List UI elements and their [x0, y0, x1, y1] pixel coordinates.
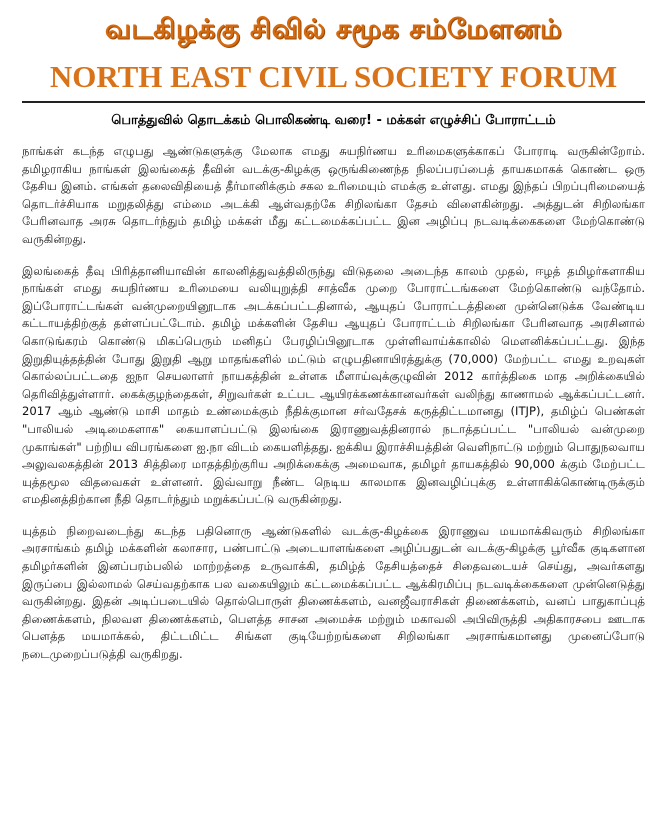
- document-body: [22, 143, 645, 664]
- paragraph: யுத்தம் நிறைவடைந்து கடந்த பதினொரு ஆண்டுகளில் வடக்கு-கிழக்கை இராணுவ மயமாக்கிவரும் சிறிலங்கா அரசாங்கம் தமிழ் மக்களின் கலாசார, பண்பாட்டு அடையாளங்களை அழிப்பதுடன் வடக்கு-கிழக்கு பூர்வீக குடிகளான தமிழர்களின் இனப்பரம்பலில் மாற்றத்தை உருவாக்கி, தமிழ்த் தேசியத்தைச் சிதைவடையச் செய்து, அவர்களது இருப்பை இல்லாமல் செய்வதற்காக பல வகையிலும் கட்டமைக்கப்பட்ட ஆக்கிரமிப்பு நடவடிக்கைகளை முன்னெடுத்து வருகின்றது. இதன் அடிப்படையில் தொல்பொருள் திணைக்களம், வனஜீவராசிகள் திணைக்களம், வனப் பாதுகாப்புத் திணைக்களம், நிலவள திணைக்களம், பௌத்த சாசன அமைச்சு மற்றும் மகாவலி அபிவிருத்தி அதிகாரசபை ஊடாக பௌத்த மயமாக்கல், திட்டமிட்ட சிங்கள குடியேற்றங்களை சிறிலங்கா அரசாங்கமானது முனைப்போடு நடைமுறைப்படுத்தி வருகிறது.: [22, 523, 645, 662]
- paragraph: நாங்கள் கடந்த எழுபது ஆண்டுகளுக்கு மேலாக எமது சுயநிர்ணய உரிமைகளுக்காகப் போராடி வருகின்றோம். தமிழராகிய நாங்கள் இலங்கைத் தீவின் வடக்கு-கிழக்கு ஒருங்கிணைந்த நிலப்பரப்பைத் தாயகமாகக் கொண்ட ஒரு தேசிய இனம். எங்கள் தலைவிதியைத் தீர்மானிக்கும் சகல உரிமையும் எமக்கு உள்ளது. எமது இந்தப் பிறப்புரிமையைத் தொடர்ச்சியாக மறுதலித்து எம்மை அடக்கி ஆள்வதற்கே சிறிலங்கா தேசம் விளைகின்றது. அத்துடன் சிறிலங்கா பேரினவாத அரசு தொடர்ந்தும் தமிழ் மக்கள் மீது கட்டமைக்கப்பட்ட இன அழிப்பு நடவடிக்கைகளை மேற்கொண்டு வருகின்றது.: [22, 144, 645, 246]
- english-forum-title: NORTH EAST CIVIL SOCIETY FORUM: [49, 59, 618, 94]
- document-subtitle: பொத்துவில் தொடக்கம் பொலிகண்டி வரை! - மக்கள் எழுச்சிப் போராட்டம்: [111, 113, 556, 128]
- document-page: [0, 14, 663, 832]
- tamil-forum-title: வடகிழக்கு சிவில் சமூக சம்மேளனம்: [104, 14, 563, 45]
- header-divider: [22, 101, 645, 103]
- paragraph: இலங்கைத் தீவு பிரித்தானியாவின் காலனித்துவத்திலிருந்து விடுதலை அடைந்த காலம் முதல், ஈழத் தமிழர்களாகிய நாங்கள் எமது சுயநிர்ணய உரிமையை வலியுறுத்தி சாத்வீக முறை போராட்டங்களை மேற்கொண்டு வந்தோம். இப்போராட்டங்கள் வன்முறையினூடாக அடக்கப்பட்டதினால், ஆயுதப் போராட்டத்தினை முன்னெடுக்க வேண்டிய கட்டாயத்திற்குத் தள்ளப்பட்டோம். தமிழ் மக்களின் தேசிய ஆயுதப் போராட்டம் சிறிலங்கா பேரினவாத அரசினால் கொடுங்கரம் கொண்டு மிகப்பெரும் மனிதப் பேரழிப்பினூடாக முள்ளிவாய்க்காலில் மௌனிக்கப்பட்டது. இந்த இறுதியுத்தத்தின் போது இறுதி ஆறு மாதங்களில் மட்டும் எழுபதினாயிரத்துக்கு (70,000) மேற்பட்ட எமது உறவுகள் கொல்லப்பட்டதை ஐநா செயலாளர் நாயகத்தின் உள்ளக மீளாய்வுக்குழுவின் 2012 கார்த்திகை மாத அறிக்கையில் தெரிவித்துள்ளார். கைக்குழந்தைகள், சிறுவர்கள் உட்பட ஆயிரக்கணக்கானவர்கள் வலிந்து காணாமல் ஆக்கப்பட்டனர். 2017 ஆம் ஆண்டு மாசி மாதம் உண்மைக்கும் நீதிக்குமான சர்வதேசக் கருத்திட்டமானது (ITJP), தமிழ்ப் பெண்கள் "பாலியல் அடிமைகளாக" கையாளப்பட்டு இலங்கை இராணுவத்தினரால் நடாத்தப்பட்ட "பாலியல் வன்முறை முகாங்கள்" பற்றிய விபரங்களை ஐ.நா விடம் கையளித்தது. ஐக்கிய இராச்சியத்தின் வெளிநாட்டு மற்றும் பொதுநலவாய அலுவலகத்தின் 2013 சித்திரை மாதத்திற்குரிய அறிக்கைக்கு அமைவாக, தமிழர் தாயகத்தில் 90,000 க்கும் மேற்பட்ட யுத்தமூல விதவைகள் உள்ளனர். இவ்வாறு நீண்ட நெடிய காலமாக இனவழிப்புக்கு உள்ளாகிக்கொண்டிருக்கும் எமதினத்திற்கான நீதி தொடர்ந்தும் மறுக்கப்பட்டு வருகின்றது.: [22, 263, 645, 507]
